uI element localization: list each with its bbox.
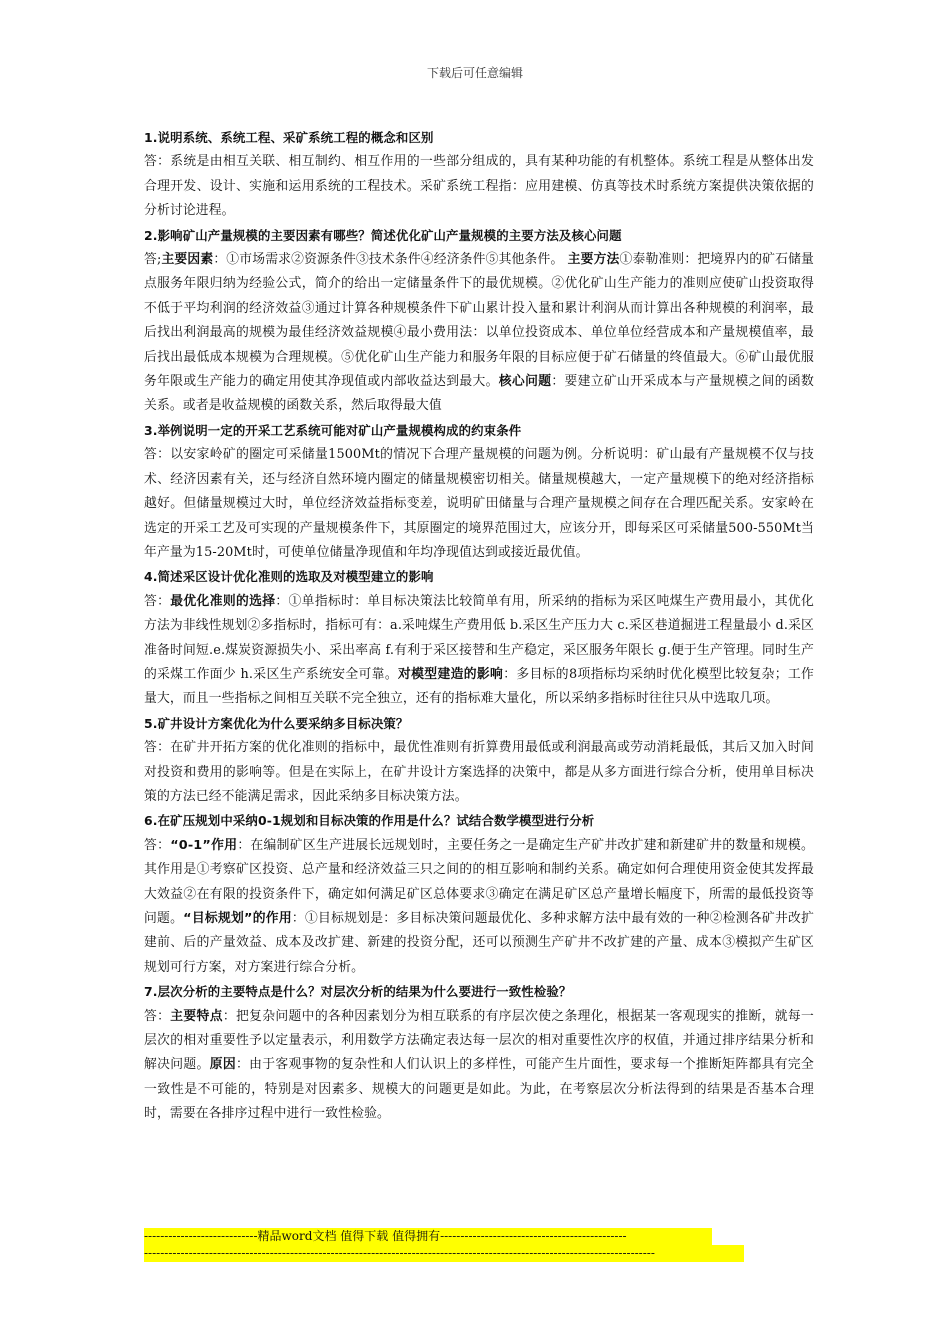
question-7-answer (144, 1005, 814, 1127)
question-3-title: 3.举例说明一定的开采工艺系统可能对矿山产量规模构成的约束条件 (144, 422, 522, 438)
answer-text: ①泰勒准则：把境界内的矿石储量点服务年限归纳为经验公式，简介的给出一定储量条件下的最优规模。②优化矿山生产能力的准则应使矿山投资取得不低于平均利润的经济效益③通过计算各种规模条件下矿山累计投入量和累计利润从而计算出各种规模的利润率，最后找出利润最高的规模为最佳经济效益规模④最小费用法：以单位投资成本、单位单位经营成本和产量规模值率，最后找出最低成本规模为合理规模。⑤优化矿山生产能力和服务年限的目标应便于矿石储量的终值最大。⑥矿山最优服务年限或生产能力的确定用使其净现值或内部收益达到最大。 (144, 252, 814, 390)
answer-text: ：由于客观事物的复杂性和人们认识上的多样性，可能产生片面性，要求每一个推断矩阵都具有完全一致性是不可能的，特别是对因素多、规模大的问题更是如此。为此，在考察层次分析法得到的结果是否基本合理时，需要在各排序过程中进行一致性检验。 (144, 1057, 814, 1122)
answer-text: ：要建立矿山开采成本与产量规模之间的函数关系。或者是收益规模的函数关系，然后取得最大值 (144, 374, 814, 414)
banner-line-1: ----------------------------精品word文档 值得下载 值得拥有---------------------------------------------- (144, 1228, 712, 1245)
answer-text: ：①单指标时：单目标决策法比较简单有用，所采纳的指标为采区吨煤生产费用最小，其优化方法为非线性规划②多指标时，指标可有：a.采吨煤生产费用低 b.采区生产压力大 c.采区巷道掘进工程量最小 d.采区准备时间短.e.煤炭资源损失小、采出率高 f.有利于采区接替和生产稳定，采区服务年限长 g.便于生产管理。同时生产的采煤工作面少 h.采区生产系统安全可靠。 (144, 593, 814, 682)
key-term: 对模型建造的影响 (397, 666, 504, 682)
answer-text: ：在编制矿区生产进展长远规划时，主要任务之一是确定生产矿井改扩建和新建矿井的数量和规模。其作用是①考察矿区投资、总产量和经济效益三只之间的的相互影响和制约关系。确定如何合理使用资金使其发挥最大效益②在有限的投资条件下，确定如何满足矿区总体要求③确定在满足矿区总产量增长幅度下，所需的最低投资等问题。 (144, 837, 814, 926)
document-body (144, 126, 814, 1127)
key-term: “目标规划”的作用 (183, 911, 292, 926)
question-6-title: 6.在矿压规划中采纳0-1规划和目标决策的作用是什么？试结合数学模型进行分析 (144, 813, 595, 829)
answer-text: 答; (144, 252, 162, 268)
key-term: 主要因素 (161, 252, 214, 268)
question-5-title: 5.矿井设计方案优化为什么要采纳多目标决策？ (144, 715, 409, 731)
key-term: 主要特点 (170, 1008, 223, 1024)
answer-text: ：把复杂问题中的各种因素划分为相互联系的有序层次使之条理化，根据某一客观现实的推断，就每一层次的相对重要性予以定量表示，利用数学方法确定表达每一层次的相对重要性次序的权值，并通过排序结果分析和解决问题。 (144, 1008, 814, 1073)
question-4-title: 4.简述采区设计优化准则的选取及对模型建立的影响 (144, 569, 434, 585)
key-term: 最优化准则的选择 (170, 593, 276, 609)
question-2-answer (144, 248, 814, 419)
answer-text: ：①市场需求②资源条件③技术条件④经济条件⑤其他条件。 (213, 252, 564, 268)
answer-text: ：①目标规划是：多目标决策问题最优化、多种求解方法中最有效的一种②检测各矿井改扩建前、后的产量效益、成本及改扩建、新建的投资分配，还可以预测生产矿井不改扩建的产量、成本③模拟产生矿区规划可行方案，对方案进行综合分析。 (144, 911, 815, 975)
banner-line-2: ------------------------------------------------------------------------------------------------------------------------------ (144, 1245, 744, 1262)
footer-banner (144, 1228, 744, 1262)
question-2-title: 2.影响矿山产量规模的主要因素有哪些？简述优化矿山产量规模的主要方法及核心问题 (144, 227, 622, 243)
question-4-answer (144, 590, 814, 712)
question-1-title: 1.说明系统、系统工程、采矿系统工程的概念和区别 (144, 130, 434, 145)
question-3-answer: 答：以安家岭矿的圈定可采储量1500Mt的情况下合理产量规模的问题为例。分析说明：矿山最有产量规模不仅与技术、经济因素有关，还与经济自然环境内圈定的储量规模密切相关。储量规模越大，一定产量规模下的绝对经济指标越好。但储量规模过大时，单位经济效益指标变差，说明矿田储量与合理产量规模之间存在合理匹配关系。安家岭在选定的开采工艺及可实现的产量规模条件下，其原圈定的境界范围过大，应该分开，即每采区可采储量500-550Mt当年产量为15-20Mt时，可使单位储量净现值和年均净现值达到或接近最优值。 (144, 447, 814, 560)
question-5-answer: 答：在矿井开拓方案的优化准则的指标中，最优性准则有折算费用最低或利润最高或劳动消耗最低，其后又加入时间对投资和费用的影响等。但是在实际上，在矿井设计方案选择的决策中，都是从多方面进行综合分析，使用单目标决策的方法已经不能满足需求，因此采纳多目标决策方法。 (144, 740, 814, 804)
key-term: 原因 (209, 1057, 236, 1073)
answer-text: 答： (144, 1008, 171, 1024)
question-1-answer: 答：系统是由相互关联、相互制约、相互作用的一些部分组成的，具有某种功能的有机整体。系统工程是从整体出发合理开发、设计、实施和运用系统的工程技术。采矿系统工程指：应用建模、仿真等技术时系统方案提供决策依据的分析讨论进程。 (144, 154, 814, 219)
key-term: 核心问题 (498, 374, 552, 390)
key-term: 主要方法 (567, 252, 620, 268)
question-6-answer (144, 834, 814, 980)
question-7-title: 7.层次分析的主要特点是什么？对层次分析的结果为什么要进行一致性检验？ (144, 984, 572, 1000)
answer-text: 答： (144, 593, 171, 609)
answer-text: ：多目标的8项指标均采纳时优化模型比较复杂；工作量大，而且一些指标之间相互关联不完全独立，还有的指标难大量化，所以采纳多指标时往往只从中选取几项。 (144, 666, 814, 707)
answer-text: 答： (144, 837, 171, 853)
page-header: 下载后可任意编辑 (426, 66, 523, 80)
key-term: “0-1”作用 (170, 837, 238, 853)
